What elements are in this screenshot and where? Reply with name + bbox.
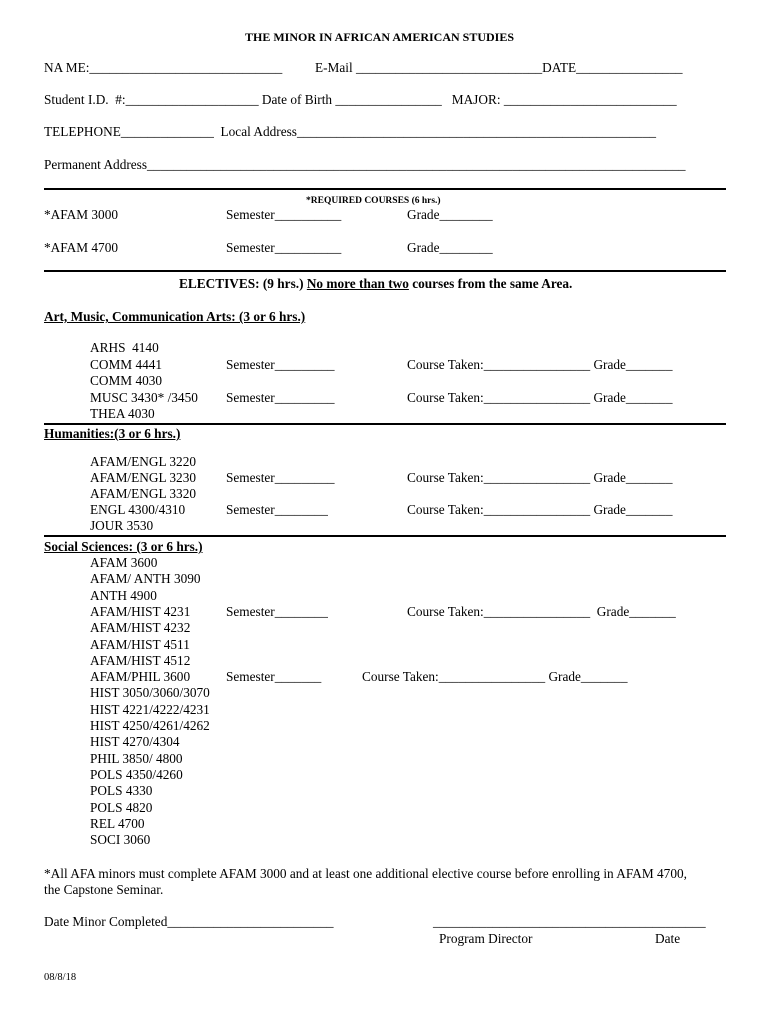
footnote-line-2: the Capstone Seminar.: [44, 882, 164, 897]
name-field[interactable]: NA ME:_____________________________: [44, 60, 283, 75]
course-code: AFAM/HIST 4511: [90, 636, 190, 652]
program-director-label: Program Director: [439, 931, 533, 946]
course-code: POLS 4820: [90, 799, 153, 815]
course-code: AFAM/HIST 4232: [90, 620, 191, 636]
art-heading: Art, Music, Communication Arts: (3 or 6 hrs.): [44, 309, 306, 324]
semester-field[interactable]: Semester_________: [226, 470, 335, 485]
course-code: AFAM/HIST 4512: [90, 652, 191, 668]
course-code: AFAM/ENGL 3320: [90, 486, 197, 501]
course-code: HIST 4270/4304: [90, 734, 180, 750]
email-date-field[interactable]: E-Mail ____________________________DATE________________: [315, 60, 683, 75]
course-code: ANTH 4900: [90, 587, 157, 603]
course-code: ENGL 4300/4310: [90, 502, 186, 517]
required-semester-field[interactable]: Semester__________: [226, 240, 342, 255]
course-code: PHIL 3850/ 4800: [90, 750, 183, 766]
course-code: THEA 4030: [90, 406, 155, 421]
required-course: *AFAM 4700: [44, 240, 119, 255]
student-id-dob-major-field[interactable]: Student I.D. #:____________________ Date of Birth ________________ MAJOR: __________________________: [44, 92, 677, 107]
electives-heading-emphasis: No more than two: [306, 276, 409, 291]
divider: [44, 270, 726, 272]
date-label: Date: [655, 931, 681, 946]
required-heading: *REQUIRED COURSES (6 hrs.): [306, 196, 441, 206]
course-code: HIST 4221/4222/4231: [90, 701, 210, 717]
date-minor-completed-field[interactable]: Date Minor Completed_________________________: [44, 914, 334, 929]
course-taken-grade-field[interactable]: Course Taken:________________ Grade_______: [407, 502, 673, 517]
course-code: AFAM/ENGL 3230: [90, 470, 197, 485]
page-title: THE MINOR IN AFRICAN AMERICAN STUDIES: [245, 30, 515, 44]
permanent-address-field[interactable]: Permanent Address_________________________________________________________________________________: [44, 157, 686, 172]
electives-heading-pre: ELECTIVES: (9 hrs.): [179, 276, 307, 291]
course-code: AFAM/ ANTH 3090: [90, 571, 201, 587]
semester-field[interactable]: Semester________: [226, 604, 328, 619]
electives-heading-post: courses from the same Area.: [408, 276, 573, 291]
semester-field[interactable]: Semester_________: [226, 357, 335, 372]
course-code: REL 4700: [90, 815, 145, 831]
semester-field[interactable]: Semester_________: [226, 390, 335, 405]
course-code: POLS 4350/4260: [90, 766, 183, 782]
divider: [44, 535, 726, 537]
course-code: AFAM/PHIL 3600: [90, 669, 191, 685]
semester-field[interactable]: Semester________: [226, 502, 328, 517]
course-code: SOCI 3060: [90, 832, 151, 848]
telephone-local-address-field[interactable]: TELEPHONE______________ Local Address______________________________________________________: [44, 124, 656, 139]
required-course: *AFAM 3000: [44, 207, 119, 222]
course-taken-grade-field[interactable]: Course Taken:________________ Grade_______: [407, 470, 673, 485]
course-taken-grade-field[interactable]: Course Taken:________________ Grade_______: [407, 357, 673, 372]
course-taken-grade-field[interactable]: Course Taken:________________ Grade_______: [362, 669, 628, 684]
course-code: AFAM/ENGL 3220: [90, 454, 197, 469]
course-code: COMM 4030: [90, 373, 163, 388]
humanities-heading: Humanities:(3 or 6 hrs.): [44, 426, 181, 441]
course-code: POLS 4330: [90, 783, 153, 799]
course-taken-grade-field[interactable]: Course Taken:________________ Grade_______: [407, 390, 673, 405]
footnote-line-1: *All AFA minors must complete AFAM 3000 and at least one additional elective course before enrolling in AFAM 4700,: [44, 866, 687, 881]
course-code: AFAM 3600: [90, 555, 158, 570]
course-code: ARHS 4140: [90, 340, 159, 355]
course-code: JOUR 3530: [90, 518, 154, 533]
required-grade-field[interactable]: Grade________: [407, 240, 493, 255]
course-taken-grade-field[interactable]: Course Taken:________________ Grade_______: [407, 604, 676, 619]
revision-date: 08/8/18: [44, 972, 77, 983]
director-signature-line[interactable]: _________________________________________: [433, 914, 706, 929]
electives-heading: [179, 276, 572, 292]
divider: [44, 188, 726, 190]
social-sciences-heading: Social Sciences: (3 or 6 hrs.): [44, 539, 203, 554]
divider: [44, 423, 726, 425]
course-code: MUSC 3430* /3450: [90, 390, 198, 405]
course-code: AFAM/HIST 4231: [90, 603, 191, 619]
required-semester-field[interactable]: Semester__________: [226, 207, 342, 222]
course-code: COMM 4441: [90, 357, 163, 372]
semester-field[interactable]: Semester_______: [226, 669, 322, 684]
course-code: HIST 4250/4261/4262: [90, 718, 210, 733]
course-code: HIST 3050/3060/3070: [90, 685, 210, 701]
required-grade-field[interactable]: Grade________: [407, 207, 493, 222]
